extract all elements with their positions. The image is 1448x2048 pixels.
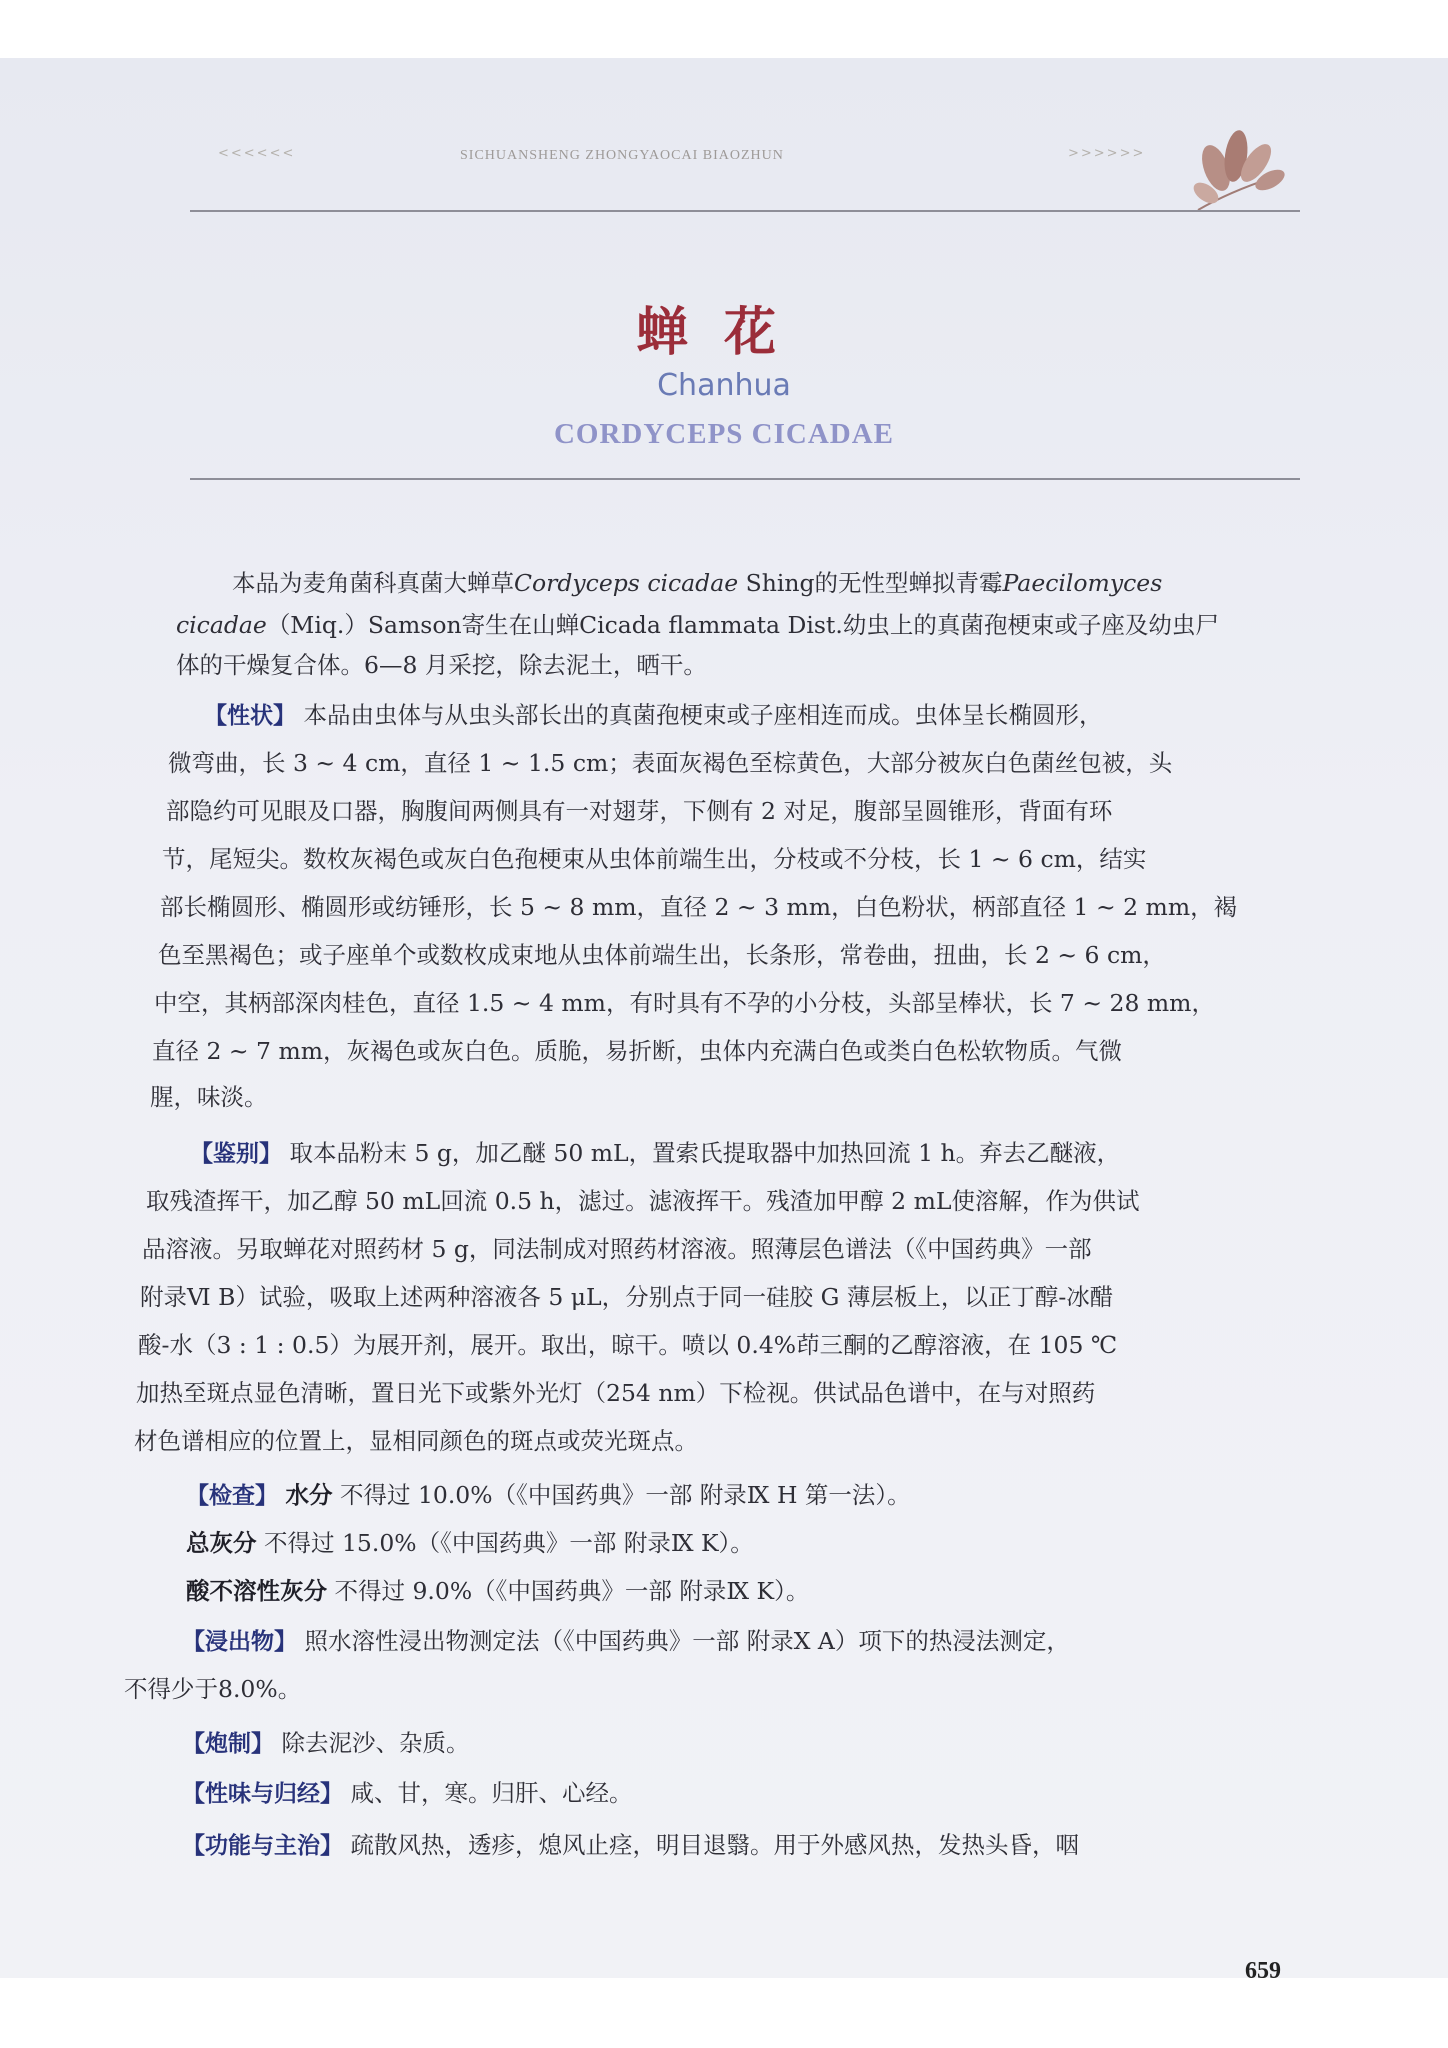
section-label: 【炮制】 — [182, 1731, 274, 1757]
body-line: 中空，其柄部深肉桂色，直径 1.5 ~ 4 mm，有时具有不孕的小分枝，头部呈棒状，长 7 ~ 28 mm， — [154, 989, 1215, 1017]
section-jiancha: 【检查】 水分 不得过 10.0%（《中国药典》一部 附录Ⅸ H 第一法）。 — [186, 1481, 911, 1509]
header-arrows-left: <<<<<< — [218, 146, 296, 161]
header-rule — [190, 210, 1300, 212]
intro-line: 体的干燥复合体。6—8 月采挖，除去泥土，晒干。 — [176, 651, 707, 679]
intro-line: 本品为麦角菌科真菌大蝉草Cordyceps cicadae Shing的无性型蝉拟青霉Paecilomyces — [232, 569, 1163, 597]
body-line: 腥，味淡。 — [150, 1083, 268, 1111]
section-paozhi: 【炮制】 除去泥沙、杂质。 — [182, 1729, 470, 1757]
page-number: 659 — [1245, 1958, 1281, 1984]
check-acid-ash: 酸不溶性灰分 不得过 9.0%（《中国药典》一部 附录Ⅸ K）。 — [186, 1577, 810, 1605]
section-xingzhuang: 【性状】 本品由虫体与从虫头部长出的真菌孢梗束或子座相连而成。虫体呈长椭圆形， — [204, 701, 1103, 729]
body-line: 酸-水（3 : 1 : 0.5）为展开剂，展开。取出，晾干。喷以 0.4%茚三酮的乙醇溶液，在 105 ℃ — [138, 1331, 1118, 1359]
title-chinese: 蝉花 — [635, 302, 812, 363]
section-label: 【鉴别】 — [190, 1141, 282, 1167]
title-latin: CORDYCEPS CICADAE — [553, 418, 895, 450]
body-line: 微弯曲，长 3 ~ 4 cm，直径 1 ~ 1.5 cm；表面灰褐色至棕黄色，大部分被灰白色菌丝包被，头 — [168, 749, 1173, 777]
check-ash: 总灰分 不得过 15.0%（《中国药典》一部 附录Ⅸ K）。 — [186, 1529, 754, 1557]
body-line: 节，尾短尖。数枚灰褐色或灰白色孢梗束从虫体前端生出，分枝或不分枝，长 1 ~ 6 cm，结实 — [162, 845, 1147, 873]
section-xingwei: 【性味与归经】 咸、甘，寒。归肝、心经。 — [182, 1779, 633, 1807]
running-title: SICHUANSHENG ZHONGYAOCAI BIAOZHUN — [460, 148, 784, 163]
leaf-logo-icon — [1178, 118, 1288, 218]
body-line: 色至黑褐色；或子座单个或数枚成束地从虫体前端生出，长条形，常卷曲，扭曲，长 2 ~ 6 cm， — [158, 941, 1166, 969]
body-line: 材色谱相应的位置上，显相同颜色的斑点或荧光斑点。 — [134, 1427, 698, 1455]
section-label: 【浸出物】 — [182, 1629, 297, 1655]
body-line: 取残渣挥干，加乙醇 50 mL回流 0.5 h，滤过。滤液挥干。残渣加甲醇 2 mL使溶解，作为供试 — [146, 1187, 1140, 1215]
section-label: 【性状】 — [204, 703, 296, 729]
body-line: 附录Ⅵ B）试验，吸取上述两种溶液各 5 μL，分别点于同一硅胶 G 薄层板上，以正丁醇-冰醋 — [140, 1283, 1114, 1311]
body-line: 直径 2 ~ 7 mm，灰褐色或灰白色。质脆，易折断，虫体内充满白色或类白色松软物质。气微 — [152, 1037, 1123, 1065]
section-label: 【功能与主治】 — [182, 1833, 343, 1859]
section-label: 【性味与归经】 — [182, 1781, 343, 1807]
title-rule — [190, 478, 1300, 480]
body-line: 品溶液。另取蝉花对照药材 5 g，同法制成对照药材溶液。照薄层色谱法（《中国药典》一部 — [142, 1235, 1092, 1263]
body-line: 不得少于8.0%。 — [124, 1675, 302, 1703]
body-line: 部隐约可见眼及口器，胸腹间两侧具有一对翅芽，下侧有 2 对足，腹部呈圆锥形，背面有环 — [166, 797, 1113, 825]
intro-line: cicadae（Miq.）Samson寄生在山蝉Cicada flammata Dist.幼虫上的真菌孢梗束或子座及幼虫尸 — [176, 611, 1219, 639]
title-pinyin: Chanhua — [657, 368, 791, 403]
section-gongneng: 【功能与主治】 疏散风热，透疹，熄风止痉，明目退翳。用于外感风热，发热头昏，咽 — [182, 1831, 1079, 1859]
page — [0, 58, 1448, 1984]
body-line: 加热至斑点显色清晰，置日光下或紫外光灯（254 nm）下检视。供试品色谱中，在与对照药 — [136, 1379, 1096, 1407]
section-jinchuwu: 【浸出物】 照水溶性浸出物测定法（《中国药典》一部 附录X A）项下的热浸法测定， — [182, 1627, 1070, 1655]
body-line: 部长椭圆形、椭圆形或纺锤形，长 5 ~ 8 mm，直径 2 ~ 3 mm，白色粉状，柄部直径 1 ~ 2 mm，褐 — [160, 893, 1238, 921]
section-jianbie: 【鉴别】 取本品粉末 5 g，加乙醚 50 mL，置索氏提取器中加热回流 1 h。弃去乙醚液， — [190, 1139, 1121, 1167]
section-label: 【检查】 — [186, 1483, 278, 1509]
header-arrows-right: >>>>>> — [1068, 146, 1146, 161]
